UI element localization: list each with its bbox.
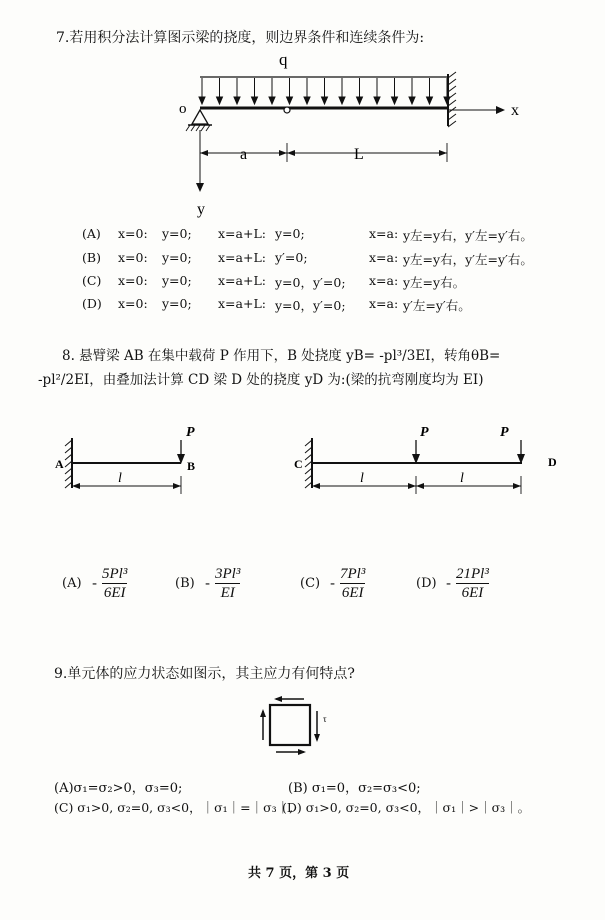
svg-text:l: l <box>460 471 464 486</box>
svg-text:l: l <box>118 471 122 486</box>
q8-option-fraction <box>102 565 127 602</box>
q7-option-cell: x=a: <box>369 273 399 288</box>
q7-option-cell: y=0，y′=0; <box>275 275 346 290</box>
load-arrow-head <box>199 97 205 104</box>
q7-option-cell: (A) <box>82 226 101 241</box>
svg-text:l: l <box>360 471 364 486</box>
q9-title: 9.单元体的应力状态如图示，其主应力有何特点? <box>54 666 355 682</box>
q7-option-cell: x=a: <box>369 250 399 265</box>
pin-support <box>192 110 208 124</box>
q7-option-cell: x=a: <box>369 226 399 241</box>
q9-option-b: (B) σ₁=0，σ₂=σ₃<0; <box>288 781 421 796</box>
q7-option-cell: y左=y右。 <box>403 275 466 290</box>
load-arrow-head <box>322 97 328 104</box>
q7-option-cell: (B) <box>82 250 101 265</box>
q7-option-cell: x=0: <box>118 226 148 241</box>
fraction-numerator: 21Pl³ <box>456 566 489 582</box>
x-axis-label: x <box>511 102 519 119</box>
load-arrow-head <box>234 97 240 104</box>
load-arrow-head <box>269 97 275 104</box>
dim-a-label: a <box>240 146 248 163</box>
q7-title: 7.若用积分法计算图示梁的挠度，则边界条件和连续条件为: <box>56 30 425 46</box>
q7-option-cell: x=a+L: <box>218 296 266 311</box>
fraction-numerator: 3Pl³ <box>215 566 241 582</box>
q7-option-cell: x=a: <box>369 296 399 311</box>
fraction-denominator: 6EI <box>103 585 126 601</box>
intermediate-hinge <box>284 107 290 113</box>
q7-option-cell: y′左=y′右。 <box>403 298 471 313</box>
q7-option-cell: (D) <box>82 296 102 311</box>
svg-text:τ: τ <box>323 714 327 724</box>
q8-option-minus: - <box>330 574 336 592</box>
q7-option-cell: y=0; <box>162 296 192 311</box>
svg-text:P: P <box>500 425 509 440</box>
y-axis-label: y <box>197 201 205 218</box>
q8-option-minus: - <box>205 574 211 592</box>
q8-option-fraction <box>340 565 365 602</box>
svg-text:P: P <box>186 425 195 440</box>
q7-option-cell: x=0: <box>118 273 148 288</box>
fraction-numerator: 7Pl³ <box>340 566 366 582</box>
load-arrow-head <box>304 97 310 104</box>
load-arrow-head <box>392 97 398 104</box>
x-axis-arrow <box>496 106 505 114</box>
q8-option-minus: - <box>446 574 452 592</box>
q7-option-cell: y=0; <box>162 273 192 288</box>
fraction-numerator: 5Pl³ <box>102 566 128 582</box>
q7-option-cell: y=0; <box>275 226 305 241</box>
q8-option-fraction <box>215 565 240 602</box>
load-arrow-head <box>287 97 293 104</box>
distributed-load-arrows <box>199 78 450 104</box>
q8-line1: 8. 悬臂梁 AB 在集中载荷 P 作用下，B 处挠度 yB= -pl³/3EI，转角θB= <box>62 348 501 364</box>
svg-text:C: C <box>294 457 303 471</box>
q7-option-cell: y′=0; <box>275 250 308 265</box>
load-arrow-head <box>339 97 345 104</box>
load-arrow-head <box>357 97 363 104</box>
origin-label: o <box>179 101 187 117</box>
load-arrow-head <box>409 97 415 104</box>
fraction-denominator: 6EI <box>456 583 489 602</box>
q8-line2: -pl²/2EI，由叠加法计算 CD 梁 D 处的挠度 yD 为:(梁的抗弯刚度均为 EI) <box>38 372 484 388</box>
q7-option-cell: (C) <box>82 273 102 288</box>
page-footer: 共 7 页，第 3 页 <box>248 866 350 881</box>
q7-beam-diagram <box>0 0 605 230</box>
q7-option-cell: y=0，y′=0; <box>275 298 346 313</box>
q9-option-d: (D) σ₁>0, σ₂=0, σ₃<0，｜σ₁｜>｜σ₃｜。 <box>282 800 531 815</box>
q8-option-fraction <box>456 565 489 602</box>
q8-option-minus: - <box>92 574 98 592</box>
svg-text:B: B <box>187 459 196 473</box>
q8-option-label: (A) <box>62 576 82 591</box>
q9-option-c: (C) σ₁>0, σ₂=0, σ₃<0，｜σ₁｜=｜σ₃｜, <box>54 800 294 815</box>
q7-option-cell: y左=y右，y′左=y′右。 <box>403 228 533 243</box>
fraction-denominator: 6EI <box>341 585 364 601</box>
load-arrow-head <box>374 97 380 104</box>
q8-beam-diagrams <box>0 410 605 510</box>
q7-option-cell: y=0; <box>162 250 192 265</box>
svg-text:P: P <box>420 425 429 440</box>
q7-option-cell: y=0; <box>162 226 192 241</box>
q8-option-label: (C) <box>300 576 321 591</box>
load-arrow-head <box>427 97 433 104</box>
load-arrow-head <box>217 97 223 104</box>
svg-text:D: D <box>548 455 557 469</box>
svg-text:A: A <box>55 457 64 471</box>
q7-option-cell: y左=y右，y′左=y′右。 <box>403 252 533 267</box>
y-axis-arrow <box>196 183 204 192</box>
q7-option-cell: x=a+L: <box>218 226 266 241</box>
q7-option-cell: x=0: <box>118 296 148 311</box>
q7-option-cell: x=a+L: <box>218 273 266 288</box>
load-label-q: q <box>279 50 288 69</box>
q7-option-cell: x=0: <box>118 250 148 265</box>
q8-option-label: (D) <box>416 576 437 591</box>
q9-option-a: (A)σ₁=σ₂>0，σ₃=0; <box>54 781 183 796</box>
q7-option-cell: x=a+L: <box>218 250 266 265</box>
load-arrow-head <box>252 97 258 104</box>
q8-option-label: (B) <box>175 576 195 591</box>
fraction-denominator: EI <box>215 583 240 602</box>
dim-L-label: L <box>354 146 364 163</box>
q9-stress-element <box>250 692 340 762</box>
